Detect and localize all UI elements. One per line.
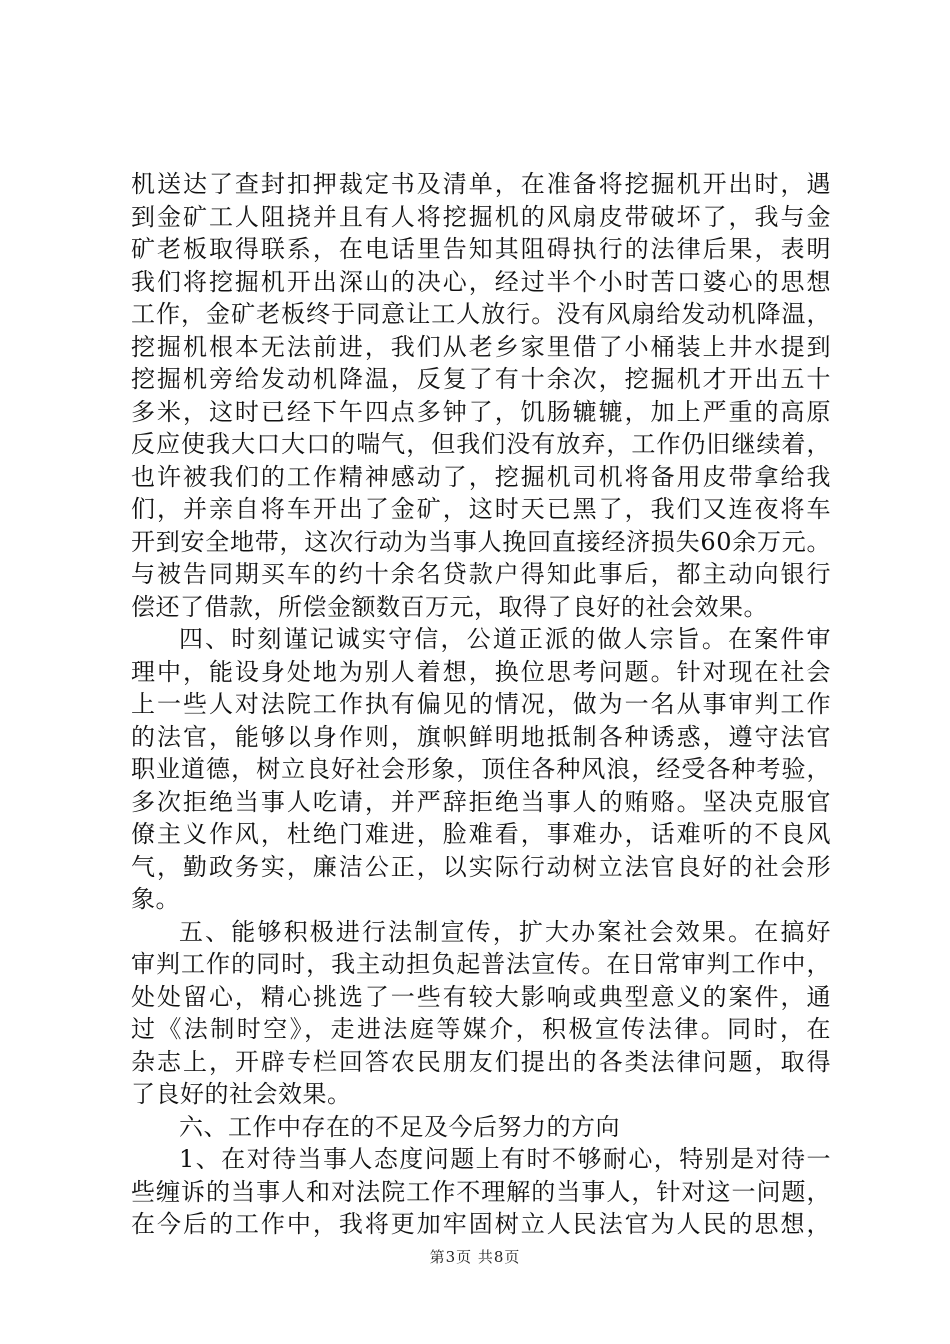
text-line: 僚主义作风，杜绝门难进，脸难看，事难办，话难听的不良风 bbox=[131, 820, 831, 848]
text-line: 开到安全地带，这次行动为当事人挽回直接经济损失60余万元。 bbox=[131, 527, 831, 556]
text-line: 与被告同期买车的约十余名贷款户得知此事后，都主动向银行 bbox=[131, 560, 831, 588]
text-line: 象。 bbox=[131, 885, 180, 913]
text-line: 挖掘机根本无法前进，我们从老乡家里借了小桶装上井水提到 bbox=[131, 332, 831, 361]
section-heading-six: 六、工作中存在的不足及今后努力的方向 bbox=[179, 1112, 620, 1141]
text-line: 处处留心，精心挑选了一些有较大影响或典型意义的案件，通 bbox=[131, 982, 831, 1011]
page-footer bbox=[0, 1246, 950, 1267]
text-line: 我们将挖掘机开出深山的决心，经过半个小时苦口婆心的思想 bbox=[131, 267, 831, 296]
text-line: 气，勤政务实，廉洁公正，以实际行动树立法官良好的社会形 bbox=[131, 852, 831, 881]
paragraph-heading-five: 五、能够积极进行法制宣传，扩大办案社会效果。在搞好 bbox=[179, 917, 831, 946]
text-line: 上一些人对法院工作执有偏见的情况，做为一名从事审判工作 bbox=[131, 690, 831, 718]
text-line: 反应使我大口大口的喘气，但我们没有放弃，工作仍旧继续着， bbox=[131, 430, 831, 458]
text-line: 偿还了借款，所偿金额数百万元，取得了良好的社会效果。 bbox=[131, 592, 768, 621]
text-line: 理中，能设身处地为别人着想，换位思考问题。针对现在社会 bbox=[131, 657, 831, 686]
text-line: 多米，这时已经下午四点多钟了，饥肠辘辘，加上严重的高原 bbox=[131, 397, 831, 426]
text-line: 机送达了查封扣押裁定书及清单，在准备将挖掘机开出时，遇 bbox=[131, 170, 831, 198]
text-line: 职业道德，树立良好社会形象，顶住各种风浪，经受各种考验， bbox=[131, 755, 831, 783]
paragraph-heading-four: 四、时刻谨记诚实守信，公道正派的做人宗旨。在案件审 bbox=[179, 625, 831, 653]
text-line: 们，并亲自将车开出了金矿，这时天已黑了，我们又连夜将车 bbox=[131, 495, 831, 523]
document-body bbox=[131, 168, 831, 1241]
text-line: 了良好的社会效果。 bbox=[131, 1080, 352, 1108]
text-line: 到金矿工人阻挠并且有人将挖掘机的风扇皮带破坏了，我与金 bbox=[131, 202, 831, 231]
text-line: 1、在对待当事人态度问题上有时不够耐心，特别是对待一 bbox=[179, 1145, 831, 1173]
page-number-label: 第3页 共8页 bbox=[429, 1248, 521, 1266]
text-line: 的法官，能够以身作则，旗帜鲜明地抵制各种诱惑，遵守法官 bbox=[131, 722, 831, 751]
text-line: 工作，金矿老板终于同意让工人放行。没有风扇给发动机降温， bbox=[131, 300, 831, 328]
text-line: 在今后的工作中，我将更加牢固树立人民法官为人民的思想， bbox=[131, 1210, 831, 1238]
text-line: 也许被我们的工作精神感动了，挖掘机司机将备用皮带拿给我 bbox=[131, 462, 831, 491]
text-line: 过《法制时空》，走进法庭等媒介，积极宣传法律。同时，在 bbox=[131, 1015, 831, 1043]
text-line: 杂志上，开辟专栏回答农民朋友们提出的各类法律问题，取得 bbox=[131, 1047, 831, 1076]
text-line: 审判工作的同时，我主动担负起普法宣传。在日常审判工作中， bbox=[131, 950, 831, 978]
text-line: 多次拒绝当事人吃请，并严辞拒绝当事人的贿赂。坚决克服官 bbox=[131, 787, 831, 816]
text-line: 矿老板取得联系，在电话里告知其阻碍执行的法律后果，表明 bbox=[131, 235, 831, 263]
text-line: 些缠诉的当事人和对法院工作不理解的当事人，针对这一问题， bbox=[131, 1177, 831, 1206]
text-line: 挖掘机旁给发动机降温，反复了有十余次，挖掘机才开出五十 bbox=[131, 365, 831, 393]
